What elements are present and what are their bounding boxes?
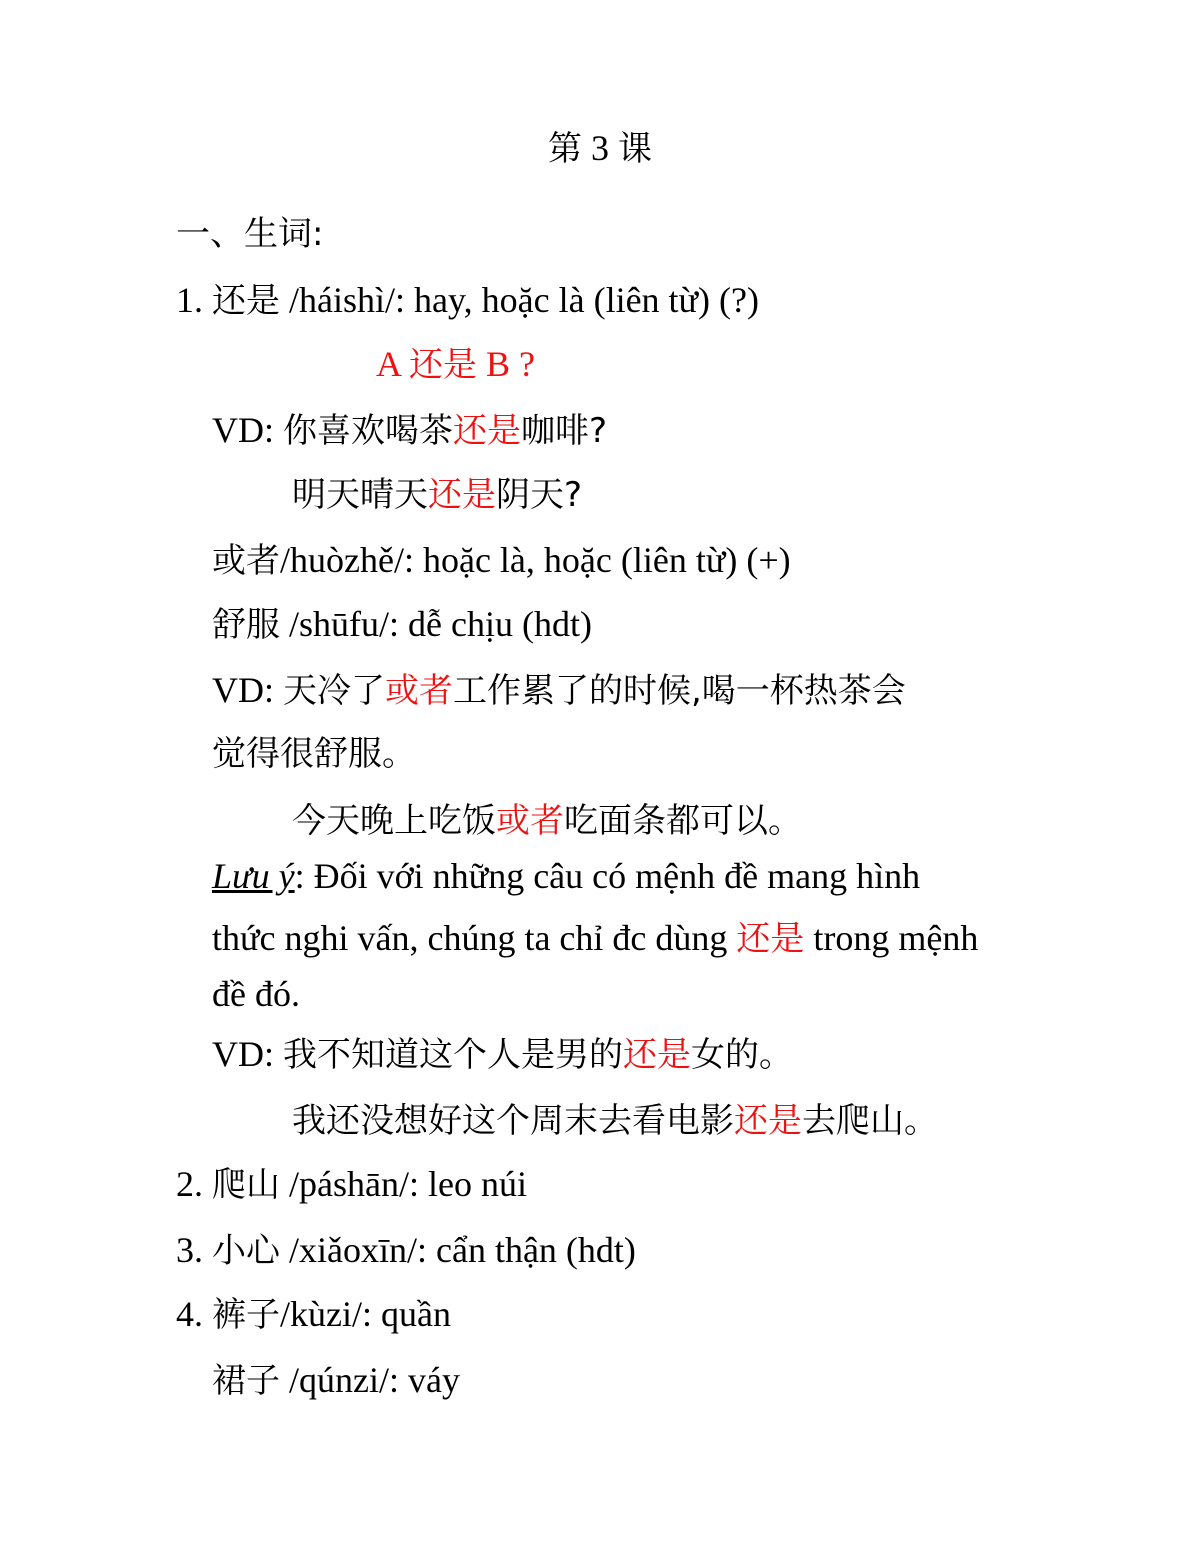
vocab-word: 裙子 <box>212 1361 280 1401</box>
example-highlight: 或者 <box>385 671 453 711</box>
vocab-word: 舒服 <box>212 605 280 645</box>
title-number: 3 <box>591 128 609 168</box>
vocab-definition: /shūfu/: dễ chịu (hdt) <box>280 604 592 644</box>
pattern-word: 还是 <box>409 345 478 385</box>
example-3 <box>212 668 906 713</box>
title-cjk-2: 课 <box>618 129 652 169</box>
example-prefix: VD: <box>212 670 283 710</box>
example-highlight: 还是 <box>623 1035 691 1075</box>
example-text: 工作累了的时候,喝一杯热茶会 <box>453 671 906 711</box>
vocab-item-2 <box>176 1162 527 1207</box>
vocab-item-4 <box>176 1292 451 1337</box>
vocab-shufu <box>212 602 592 647</box>
vocab-definition: /qúnzi/: váy <box>280 1360 460 1400</box>
example-text: 咖啡? <box>521 411 608 451</box>
item-number: 1. <box>176 280 203 320</box>
example-prefix: VD: <box>212 410 283 450</box>
title-cjk-1: 第 <box>548 129 582 169</box>
example-text: 去爬山。 <box>802 1101 938 1141</box>
vocab-qunzi <box>212 1358 460 1403</box>
lesson-title <box>0 126 1200 171</box>
vocab-word: 小心 <box>212 1231 280 1271</box>
example-text: 吃面条都可以。 <box>564 801 802 841</box>
note-highlight: 还是 <box>736 919 805 959</box>
example-text: 天冷了 <box>283 671 385 711</box>
vocab-definition: /páshān/: leo núi <box>280 1164 527 1204</box>
vocab-item-3 <box>176 1228 636 1273</box>
vocab-definition: /huòzhě/: hoặc là, hoặc (liên từ) (+) <box>280 540 791 580</box>
note-line-3: đề đó. <box>212 974 300 1014</box>
example-1 <box>212 408 607 453</box>
vocab-word: 爬山 <box>212 1165 280 1205</box>
example-6 <box>292 1098 938 1143</box>
item-number: 4. <box>176 1294 203 1334</box>
example-highlight: 还是 <box>453 411 521 451</box>
note-text: thức nghi vấn, chúng ta chỉ đc dùng <box>212 918 737 958</box>
example-text: 女的。 <box>691 1035 793 1075</box>
item-number: 2. <box>176 1164 203 1204</box>
note-label: Lưu ý <box>212 856 295 896</box>
note-text: : Đối với những câu có mệnh đề mang hình <box>294 856 921 896</box>
vocab-item-1 <box>176 278 759 323</box>
example-2 <box>292 472 582 517</box>
example-text: 明天晴天 <box>292 475 428 515</box>
vocab-definition: /xiǎoxīn/: cẩn thận (hdt) <box>280 1230 636 1270</box>
example-highlight: 或者 <box>496 801 564 841</box>
example-prefix: VD: <box>212 1034 283 1074</box>
vocab-huozhe <box>212 538 791 583</box>
example-5 <box>212 1032 793 1077</box>
note-line-2 <box>212 916 978 961</box>
example-text: 我还没想好这个周末去看电影 <box>292 1101 734 1141</box>
vocab-word: 或者 <box>212 541 280 581</box>
note-line-1 <box>212 854 920 898</box>
vocab-word: 还是 <box>212 281 280 321</box>
pattern-b: B ? <box>477 344 536 384</box>
example-text: 你喜欢喝茶 <box>283 411 453 451</box>
example-highlight: 还是 <box>428 475 496 515</box>
item-number: 3. <box>176 1230 203 1270</box>
example-text: 阴天? <box>496 475 583 515</box>
example-text: 今天晚上吃饭 <box>292 801 496 841</box>
example-text: 我不知道这个人是男的 <box>283 1035 623 1075</box>
example-highlight: 还是 <box>734 1101 802 1141</box>
vocab-definition: /kùzi/: quần <box>280 1294 451 1334</box>
note-text: trong mệnh <box>804 918 979 958</box>
vocab-definition: /háishì/: hay, hoặc là (liên từ) (?) <box>280 280 760 320</box>
section-heading: 一、生词: <box>176 214 324 254</box>
vocab-word: 裤子 <box>212 1295 280 1335</box>
pattern-a: A <box>376 344 410 384</box>
example-4 <box>292 798 802 843</box>
grammar-pattern <box>376 342 535 387</box>
example-3-continued: 觉得很舒服。 <box>212 734 416 774</box>
